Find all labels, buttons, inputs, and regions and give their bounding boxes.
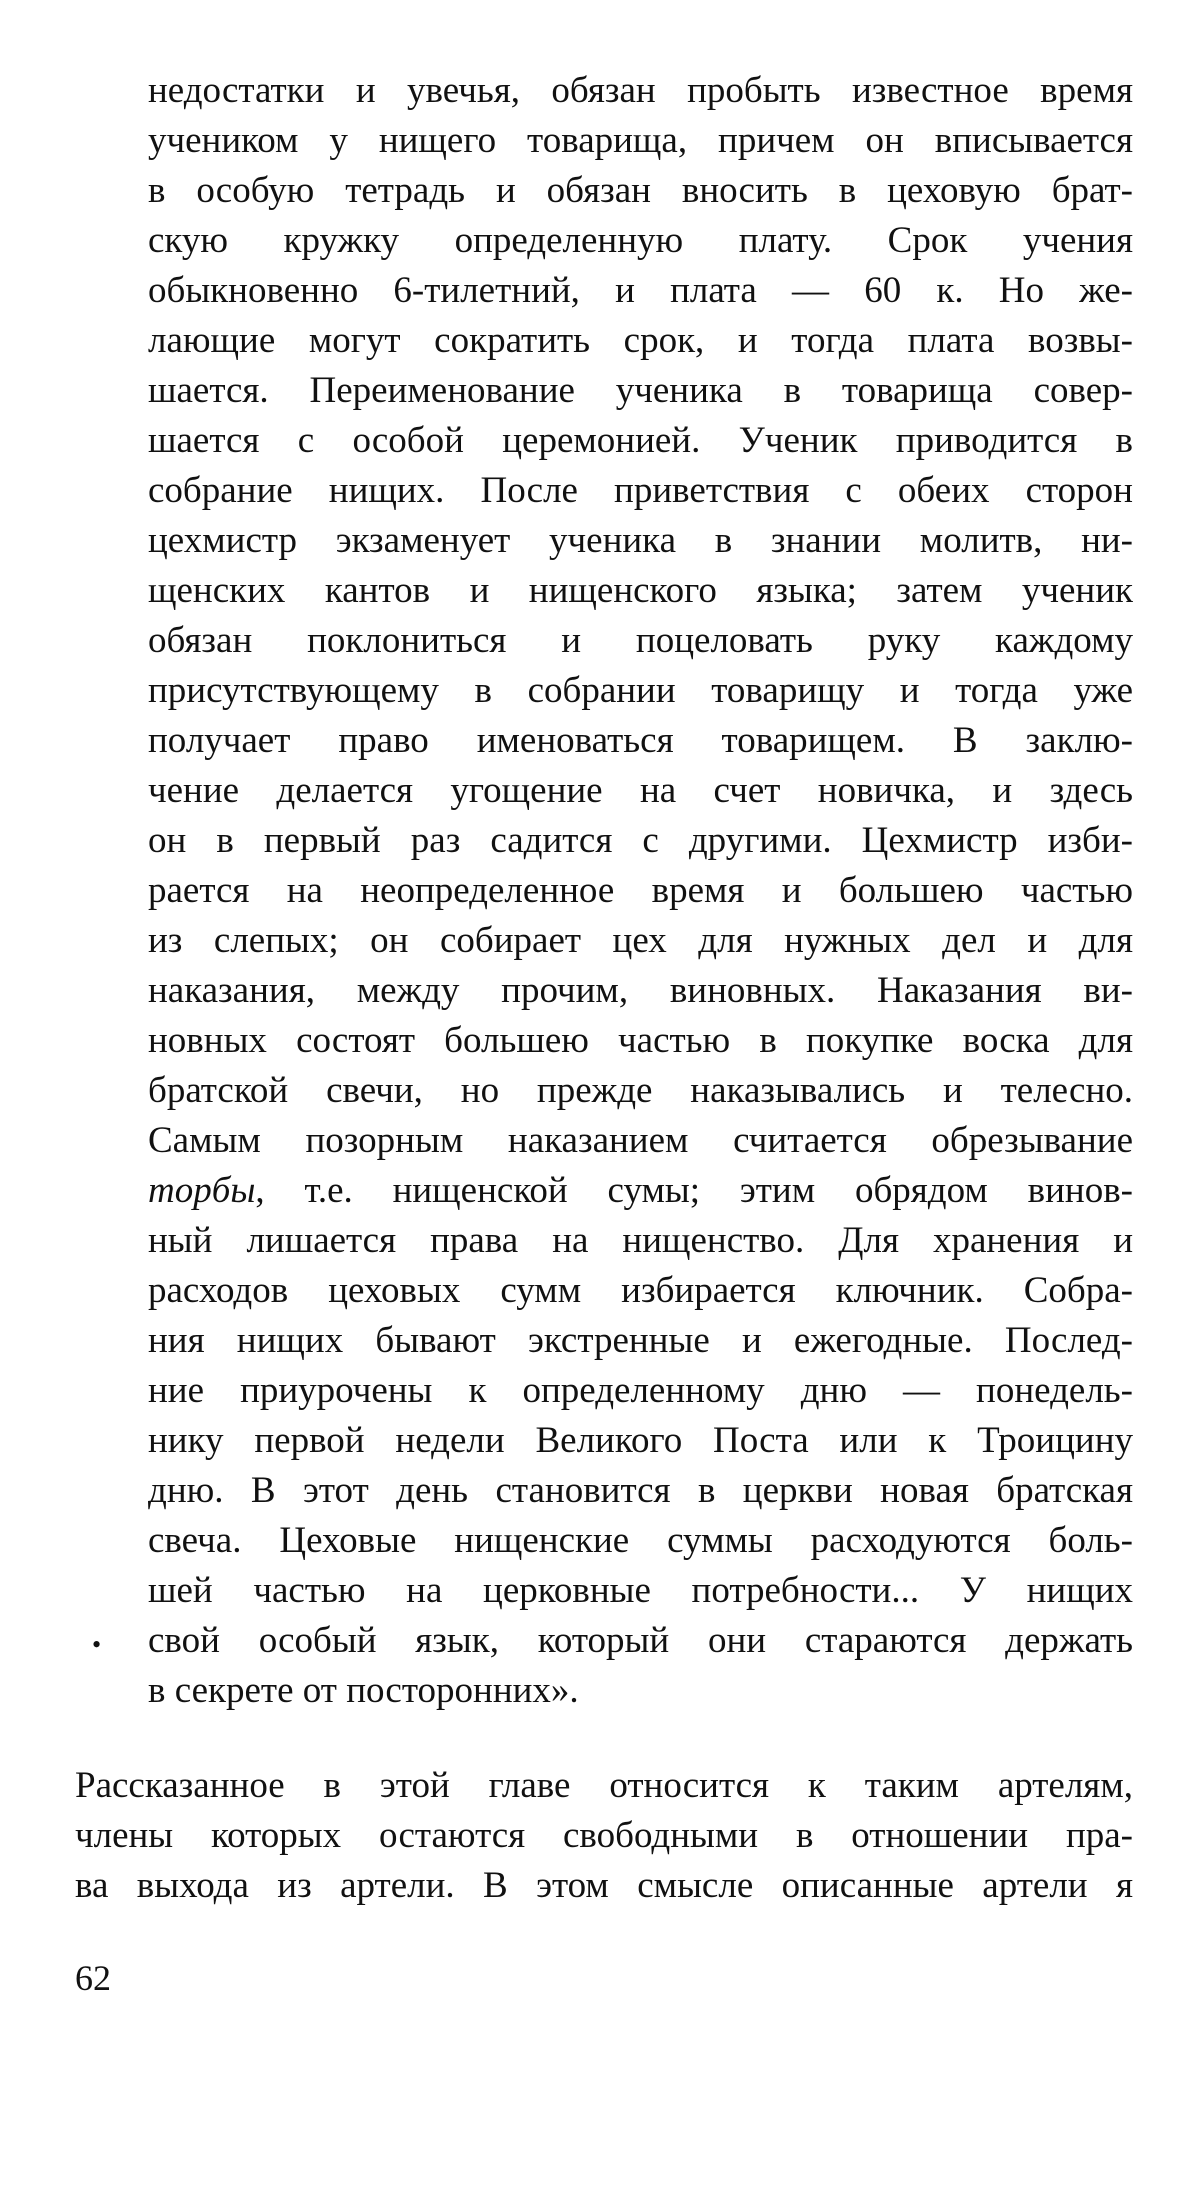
quoted-text-block — [148, 66, 1133, 1716]
text-line: шается с особой церемонией. Ученик приводится в — [148, 420, 1133, 461]
text-line: в секрете от посторонних». — [148, 1670, 579, 1711]
text-line: члены которых остаются свободными в отношении пра- — [75, 1815, 1133, 1856]
text-line: скую кружку определенную плату. Срок учения — [148, 220, 1133, 261]
text-line: лающие могут сократить срок, и тогда плата возвы- — [148, 320, 1133, 361]
text-line: дню. В этот день становится в церкви новая братская — [148, 1470, 1133, 1511]
text-line: цехмистр экзаменует ученика в знании молитв, ни- — [148, 520, 1133, 561]
text-line: нику первой недели Великого Поста или к Троицину — [148, 1420, 1133, 1461]
paragraph-block — [75, 1761, 1133, 1911]
text-line: шей частью на церковные потребности... У нищих — [148, 1570, 1133, 1611]
text-line: свеча. Цеховые нищенские суммы расходуются боль- — [148, 1520, 1133, 1561]
text-line: чение делается угощение на счет новичка, и здесь — [148, 770, 1133, 811]
text-line: собрание нищих. После приветствия с обеих сторон — [148, 470, 1133, 511]
text-line: Рассказанное в этой главе относится к таким артелям, — [75, 1765, 1133, 1806]
text-line: ния нищих бывают экстренные и ежегодные. Послед- — [148, 1320, 1133, 1361]
text-line: братской свечи, но прежде наказывались и телесно. — [148, 1070, 1133, 1111]
text-line: щенских кантов и нищенского языка; затем ученик — [148, 570, 1133, 611]
text-line: присутствующему в собрании товарищу и тогда уже — [148, 670, 1133, 711]
text-line: он в первый раз садится с другими. Цехмистр изби- — [148, 820, 1133, 861]
text-line: обыкновенно 6-тилетний, и плата — 60 к. Но же- — [148, 270, 1133, 311]
margin-mark: • — [92, 1630, 102, 1659]
text-line: обязан поклониться и поцеловать руку каждому — [148, 620, 1133, 661]
text-line: свой особый язык, который они стараются держать — [148, 1620, 1133, 1661]
text-line: расходов цеховых сумм избирается ключник. Собра- — [148, 1270, 1133, 1311]
page-number: 62 — [75, 1958, 111, 1998]
text-line: ный лишается права на нищенство. Для хранения и — [148, 1220, 1133, 1261]
text-line: недостатки и увечья, обязан пробыть известное время — [148, 70, 1133, 111]
text-line: рается на неопределенное время и большею частью — [148, 870, 1133, 911]
text-line — [148, 1166, 1133, 1216]
text-line: учеником у нищего товарища, причем он вписывается — [148, 120, 1133, 161]
text-line: в особую тетрадь и обязан вносить в цеховую брат- — [148, 170, 1133, 211]
text-line: ва выхода из артели. В этом смысле описанные артели я — [75, 1865, 1133, 1906]
italic-term: торбы — [148, 1170, 256, 1211]
text-line: новных состоят большею частью в покупке воска для — [148, 1020, 1133, 1061]
text-line: получает право именоваться товарищем. В заклю- — [148, 720, 1133, 761]
text-line: из слепых; он собирает цех для нужных дел и для — [148, 920, 1133, 961]
text-line: шается. Переименование ученика в товарища совер- — [148, 370, 1133, 411]
text-line: наказания, между прочим, виновных. Наказания ви- — [148, 970, 1133, 1011]
text-line: Самым позорным наказанием считается обрезывание — [148, 1120, 1133, 1161]
text-line-rest: , т.е. нищенской сумы; этим обрядом винов- — [255, 1170, 1133, 1211]
text-line: ние приурочены к определенному дню — понедель- — [148, 1370, 1133, 1411]
